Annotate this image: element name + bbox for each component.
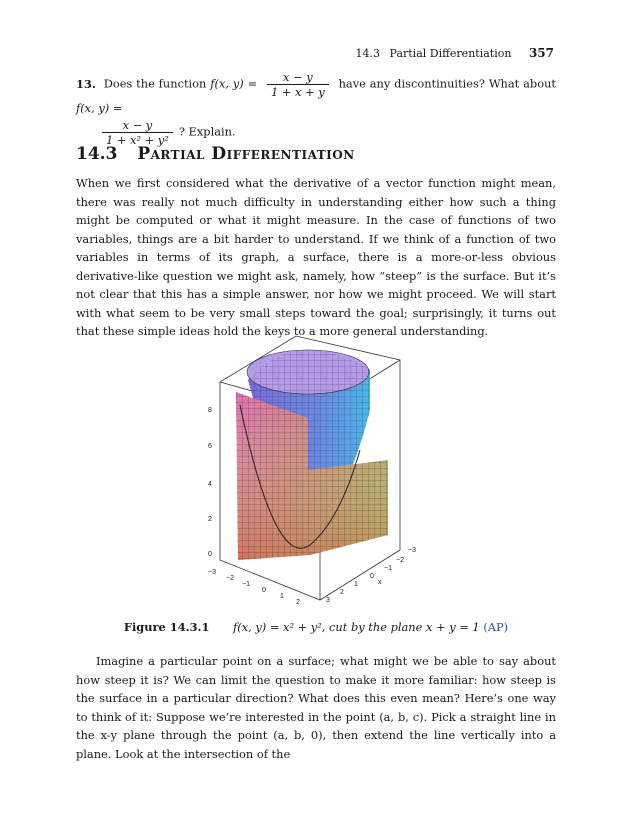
exercise-13 <box>76 70 556 147</box>
y-tick-label: 2 <box>296 599 300 606</box>
exercise-text-c: ? Explain. <box>178 124 236 138</box>
header-section-number: 14.3 <box>355 47 381 60</box>
exercise-function-label: f(x, y) = <box>210 76 258 91</box>
fraction-1-denominator: 1 + x + y <box>271 85 325 99</box>
exercise-text-a: Does the function <box>103 76 207 91</box>
z-tick-label: 2 <box>208 516 212 523</box>
y-tick-label: −1 <box>242 581 250 588</box>
z-tick-label: 4 <box>208 481 212 488</box>
x-tick-label: 3 <box>326 597 330 604</box>
x-tick-label: −2 <box>396 557 404 564</box>
fraction-2-numerator: x − y <box>102 118 173 133</box>
running-header <box>356 46 554 60</box>
figure-caption <box>76 620 556 634</box>
x-axis <box>326 547 416 604</box>
fraction-1-numerator: x − y <box>267 70 329 85</box>
fraction-2-denominator: 1 + x² + y² <box>106 132 169 147</box>
section-heading <box>76 144 355 164</box>
z-tick-label: 0 <box>208 551 212 558</box>
intro-paragraph: When we first considered what the derivative of a vector function might mean, there was really not much difficulty in understanding either how such a thing might be computed or what it might measure. In the case of functions of two variables, things are a bit harder to understand. If we think of a function of two variables in terms of its graph, a surface, there is a more-or-less obvious derivative-like question we might ask, namely, how “steep” is the surface. But it’s not clear that this has a simple answer, nor how we might proceed. We will start with what seem to be very small steps toward the goal; surprisingly, it turns out that these simple ideas hold the keys to a more general understanding. <box>76 176 556 338</box>
x-tick-label: 1 <box>354 581 358 588</box>
figure-label: Figure 14.3.1 <box>123 620 210 634</box>
exercise-function-label-2: f(x, y) = <box>76 101 123 115</box>
z-tick-label: 8 <box>208 407 212 414</box>
surface-plot-figure <box>200 330 430 610</box>
x-axis-label: x <box>378 579 382 586</box>
caption-text: f(x, y) = x² + y², cut by the plane x + y = 1 <box>233 620 480 634</box>
x-tick-label: −3 <box>408 547 416 554</box>
section-title: Partial Differentiation <box>137 144 355 164</box>
exercise-fraction-2 <box>102 118 173 147</box>
exercise-text-b: have any discontinuities? What about <box>338 76 556 91</box>
z-axis <box>208 407 212 558</box>
ap-link[interactable]: (AP) <box>483 620 509 634</box>
x-tick-label: 2 <box>340 589 344 596</box>
y-tick-label: 1 <box>280 593 284 600</box>
page-number: 357 <box>528 46 554 60</box>
y-axis <box>208 569 300 606</box>
z-tick-label: 6 <box>208 443 212 450</box>
exercise-fraction-1 <box>267 70 329 99</box>
y-tick-label: 0 <box>262 587 266 594</box>
body-paragraph: Imagine a particular point on a surface; what might we be able to say about how steep it is? We can limit the question to make it more familiar: how steep is the surface in a particular direction? What does this even mean? Here’s one way to think of it: Suppose we’re interested in the point (a, b, c). Pick a straight line in the x-y plane through the point (a, b, 0), then extend the line vertically into a plane. Look at the intersection of the <box>76 654 556 761</box>
header-section-title: Partial Differentiation <box>389 47 512 60</box>
exercise-number: 13. <box>76 76 96 91</box>
y-tick-label: −3 <box>208 569 216 576</box>
y-tick-label: −2 <box>226 575 234 582</box>
x-tick-label: −1 <box>384 565 392 572</box>
section-number: 14.3 <box>76 144 118 164</box>
x-tick-label: 0 <box>370 573 374 580</box>
